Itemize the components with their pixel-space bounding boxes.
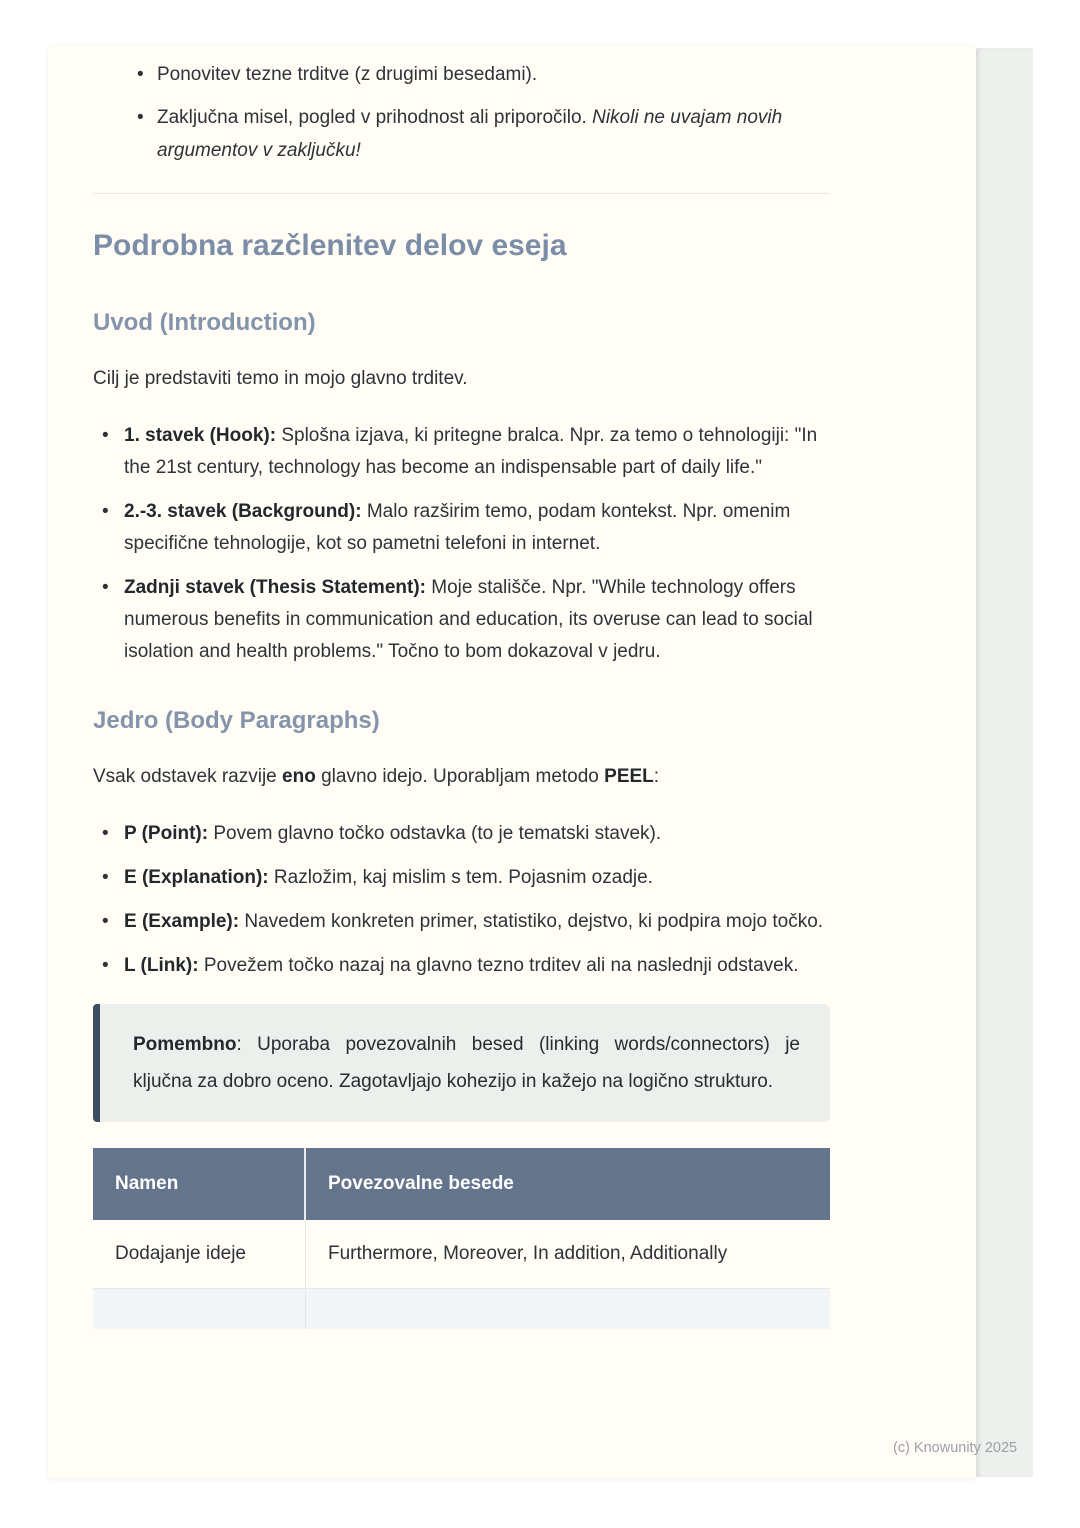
connectors-table: [93, 1148, 830, 1329]
callout-body: : Uporaba povezovalnih besed (linking words/connectors) je ključna za dobro oceno. Zagotavljajo kohezijo in kažejo na logično strukturo.: [133, 1034, 800, 1092]
table-header-cell: Povezovalne besede: [328, 1173, 514, 1194]
list-item-lead: L (Link):: [124, 955, 199, 976]
uvod-intro: Cilj je predstaviti temo in mojo glavno trditev.: [93, 368, 468, 389]
jedro-heading: Jedro (Body Paragraphs): [93, 707, 380, 734]
jedro-intro: [93, 761, 830, 793]
list-item-lead: E (Example):: [124, 911, 240, 932]
list-item-lead: E (Explanation):: [124, 867, 269, 888]
jedro-intro-bold: PEEL: [604, 766, 654, 787]
list-item-text: Splošna izjava, ki pritegne bralca. Npr. za temo o tehnologiji: "In the 21st century, technology has become an indispensable part of daily life.": [124, 425, 818, 478]
document-card: [48, 45, 976, 1478]
callout-accent-bar: [93, 1004, 100, 1122]
list-item-lead: P (Point):: [124, 823, 209, 844]
list-item: [93, 420, 830, 484]
table-row: [93, 1220, 830, 1289]
list-item-text: Zaključna misel, pogled v prihodnost ali priporočilo.: [157, 107, 593, 128]
watermark: (c) Knowunity 2025: [893, 1440, 1018, 1456]
table-cell: [306, 1289, 830, 1329]
list-item: [93, 862, 830, 894]
table-cell: Furthermore, Moreover, In addition, Additionally: [328, 1243, 728, 1264]
peel-list: [93, 818, 830, 982]
table-header-cell: Namen: [93, 1148, 306, 1220]
table-cell: Dodajanje ideje: [93, 1220, 306, 1288]
document-content: [93, 45, 830, 1329]
table-row-partial: [93, 1289, 830, 1329]
list-item: [93, 906, 830, 938]
list-item-text: Razložim, kaj mislim s tem. Pojasnim ozadje.: [268, 867, 653, 888]
list-item: [93, 950, 830, 982]
jedro-intro-text: glavno idejo. Uporabljam metodo: [315, 766, 605, 787]
list-item-lead: Zadnji stavek (Thesis Statement):: [124, 577, 426, 598]
list-item-text: Malo razširim temo, podam kontekst. Npr. omenim specifične tehnologije, kot so pametni telefoni in internet.: [124, 501, 791, 554]
callout-text: [133, 1026, 800, 1100]
list-item: [93, 101, 830, 167]
conclusion-list: [93, 58, 830, 167]
uvod-list: [93, 420, 830, 668]
callout-box: [93, 1004, 830, 1122]
jedro-intro-text: Vsak odstavek razvije: [93, 766, 283, 787]
uvod-heading: Uvod (Introduction): [93, 309, 316, 336]
list-item-text: Povežem točko nazaj na glavno tezno trditev ali na naslednji odstavek.: [198, 955, 799, 976]
list-item-text: Ponovitev tezne trditve (z drugimi besedami).: [157, 64, 538, 85]
list-item-lead: 1. stavek (Hook):: [124, 425, 277, 446]
list-item-lead: 2.-3. stavek (Background):: [124, 501, 362, 522]
list-item-text: Navedem konkreten primer, statistiko, dejstvo, ki podpira mojo točko.: [239, 911, 824, 932]
callout-lead: Pomembno: [133, 1034, 237, 1055]
list-item-text: Moje stališče. Npr. "While technology offers numerous benefits in communication and education, its overuse can lead to social isolation and health problems." Točno to bom dokazoval v jedru.: [124, 577, 813, 662]
section-divider: [93, 193, 830, 194]
table-header-row: [93, 1148, 830, 1220]
list-item-text: Povem glavno točko odstavka (to je tematski stavek).: [208, 823, 662, 844]
table-cell: [93, 1289, 306, 1329]
list-item: [93, 572, 830, 668]
scrollbar-track[interactable]: [976, 48, 1033, 1477]
list-item-italic-text: Nikoli ne uvajam novih argumentov v zaključku!: [157, 107, 783, 161]
list-item: [93, 818, 830, 850]
jedro-intro-text: :: [653, 766, 660, 787]
page-title: Podrobna razčlenitev delov eseja: [93, 229, 567, 262]
list-item: [93, 496, 830, 560]
jedro-intro-bold: eno: [282, 766, 316, 787]
list-item: [93, 58, 830, 91]
